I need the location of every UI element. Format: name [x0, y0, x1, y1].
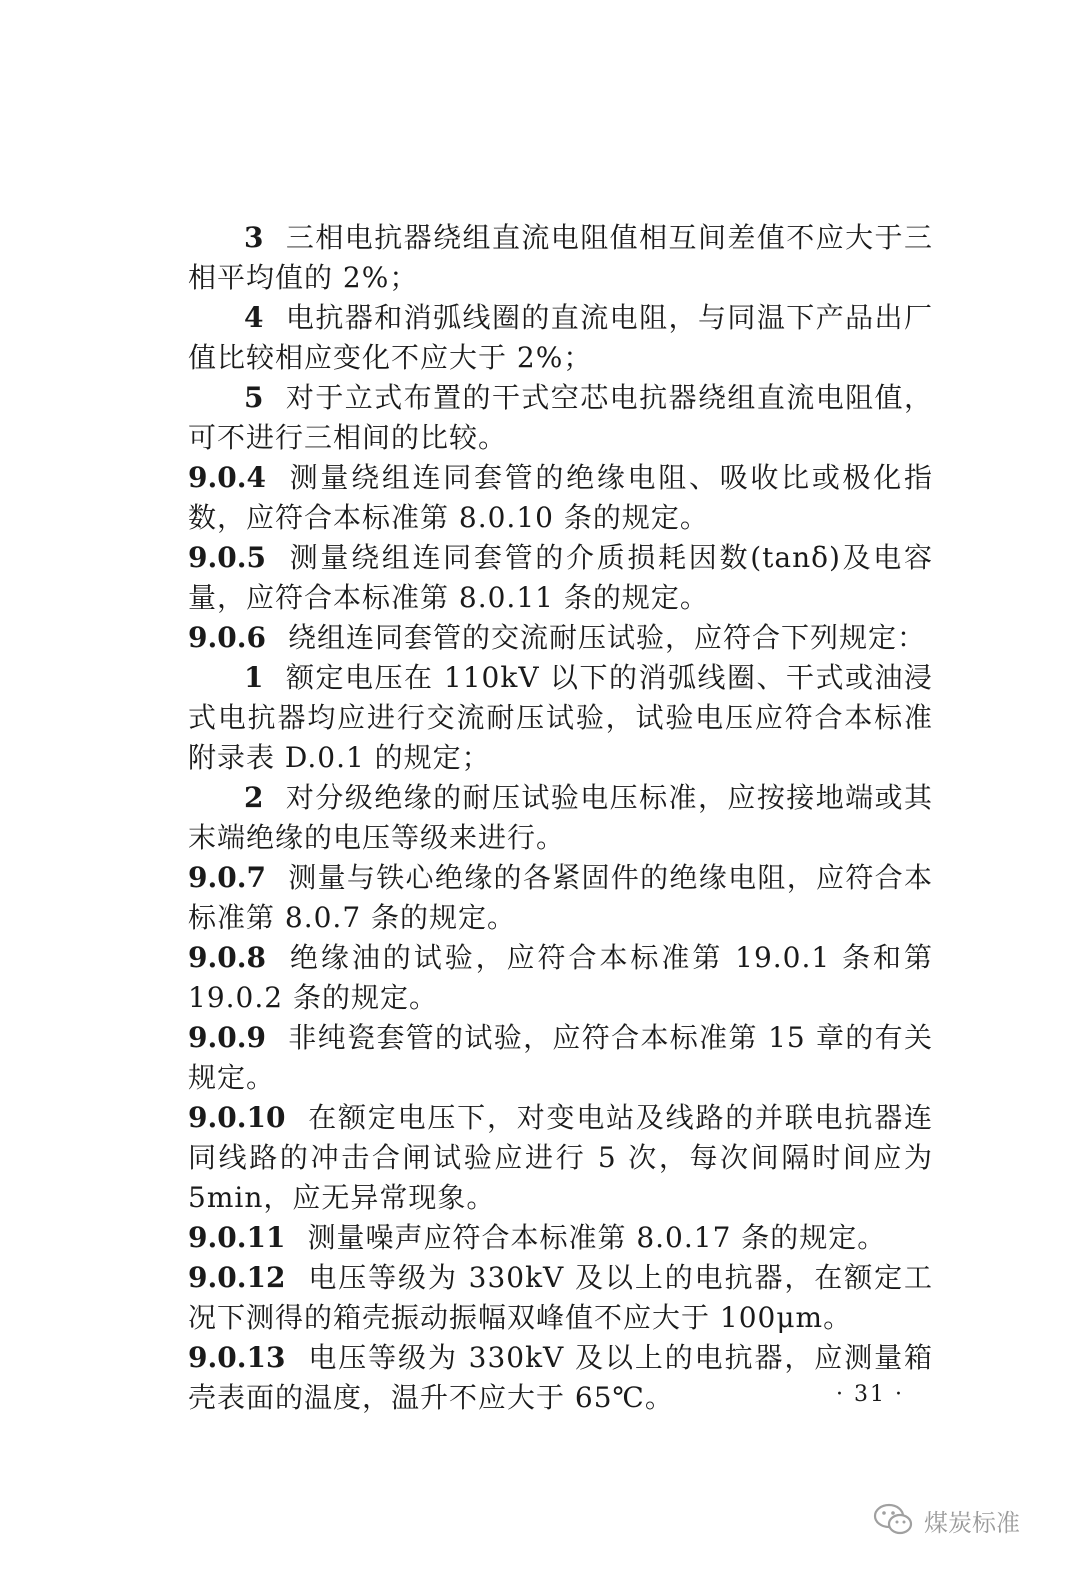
item-text: 三相电抗器绕组直流电阻值相互间差值不应大于三相平均值的 2%；	[188, 221, 933, 294]
clause-number: 9.0.6	[188, 621, 266, 654]
item-number: 5	[244, 381, 264, 414]
item-text: 电抗器和消弧线圈的直流电阻，与同温下产品出厂值比较相应变化不应大于 2%；	[188, 301, 933, 374]
item-number: 3	[244, 221, 264, 254]
clause	[188, 1338, 933, 1418]
list-item	[188, 218, 933, 298]
clause-number: 9.0.11	[188, 1221, 286, 1254]
item-text: 额定电压在 110kV 以下的消弧线圈、干式或油浸式电抗器均应进行交流耐压试验，试验电压应符合本标准附录表 D.0.1 的规定；	[188, 661, 933, 774]
clause-text: 电压等级为 330kV 及以上的电抗器，在额定工况下测得的箱壳振动振幅双峰值不应大于 100μm。	[188, 1261, 933, 1334]
clause-number: 9.0.4	[188, 461, 266, 494]
clause-number: 9.0.9	[188, 1021, 266, 1054]
clause-text: 绝缘油的试验，应符合本标准第 19.0.1 条和第 19.0.2 条的规定。	[188, 941, 933, 1014]
clause-number: 9.0.8	[188, 941, 266, 974]
clause	[188, 1258, 933, 1338]
clause-text: 非纯瓷套管的试验，应符合本标准第 15 章的有关规定。	[188, 1021, 933, 1094]
item-text: 对于立式布置的干式空芯电抗器绕组直流电阻值，可不进行三相间的比较。	[188, 381, 933, 454]
clause	[188, 1018, 933, 1098]
clause	[188, 1218, 933, 1258]
list-item	[188, 298, 933, 378]
watermark-text: 煤炭标准	[924, 1508, 1020, 1537]
document-body	[188, 218, 933, 1418]
item-number: 2	[244, 781, 264, 814]
clause-number: 9.0.13	[188, 1341, 286, 1374]
clause	[188, 1098, 933, 1218]
list-item	[188, 658, 933, 778]
item-text: 对分级绝缘的耐压试验电压标准，应按接地端或其末端绝缘的电压等级来进行。	[188, 781, 933, 854]
page-number: · 31 ·	[836, 1382, 904, 1407]
item-number: 1	[244, 661, 264, 694]
clause-text: 测量绕组连同套管的绝缘电阻、吸收比或极化指数，应符合本标准第 8.0.10 条的规定。	[188, 461, 933, 534]
list-item	[188, 778, 933, 858]
clause-text: 绕组连同套管的交流耐压试验，应符合下列规定：	[287, 621, 926, 654]
clause-text: 在额定电压下，对变电站及线路的并联电抗器连同线路的冲击合闸试验应进行 5 次，每次间隔时间应为 5min，应无异常现象。	[188, 1101, 933, 1214]
list-item	[188, 378, 933, 458]
clause-text: 电压等级为 330kV 及以上的电抗器，应测量箱壳表面的温度，温升不应大于 65℃。	[188, 1341, 933, 1414]
watermark	[872, 1500, 1020, 1540]
clause	[188, 618, 933, 658]
item-number: 4	[244, 301, 264, 334]
clause	[188, 458, 933, 538]
clause-text: 测量噪声应符合本标准第 8.0.17 条的规定。	[307, 1221, 887, 1254]
clause	[188, 938, 933, 1018]
clause-number: 9.0.10	[188, 1101, 286, 1134]
wechat-icon	[872, 1500, 916, 1540]
clause-number: 9.0.12	[188, 1261, 286, 1294]
clause-text: 测量与铁心绝缘的各紧固件的绝缘电阻，应符合本标准第 8.0.7 条的规定。	[188, 861, 933, 934]
clause	[188, 858, 933, 938]
clause-number: 9.0.5	[188, 541, 266, 574]
clause	[188, 538, 933, 618]
clause-number: 9.0.7	[188, 861, 266, 894]
clause-text: 测量绕组连同套管的介质损耗因数(tanδ)及电容量，应符合本标准第 8.0.11 条的规定。	[188, 541, 933, 614]
